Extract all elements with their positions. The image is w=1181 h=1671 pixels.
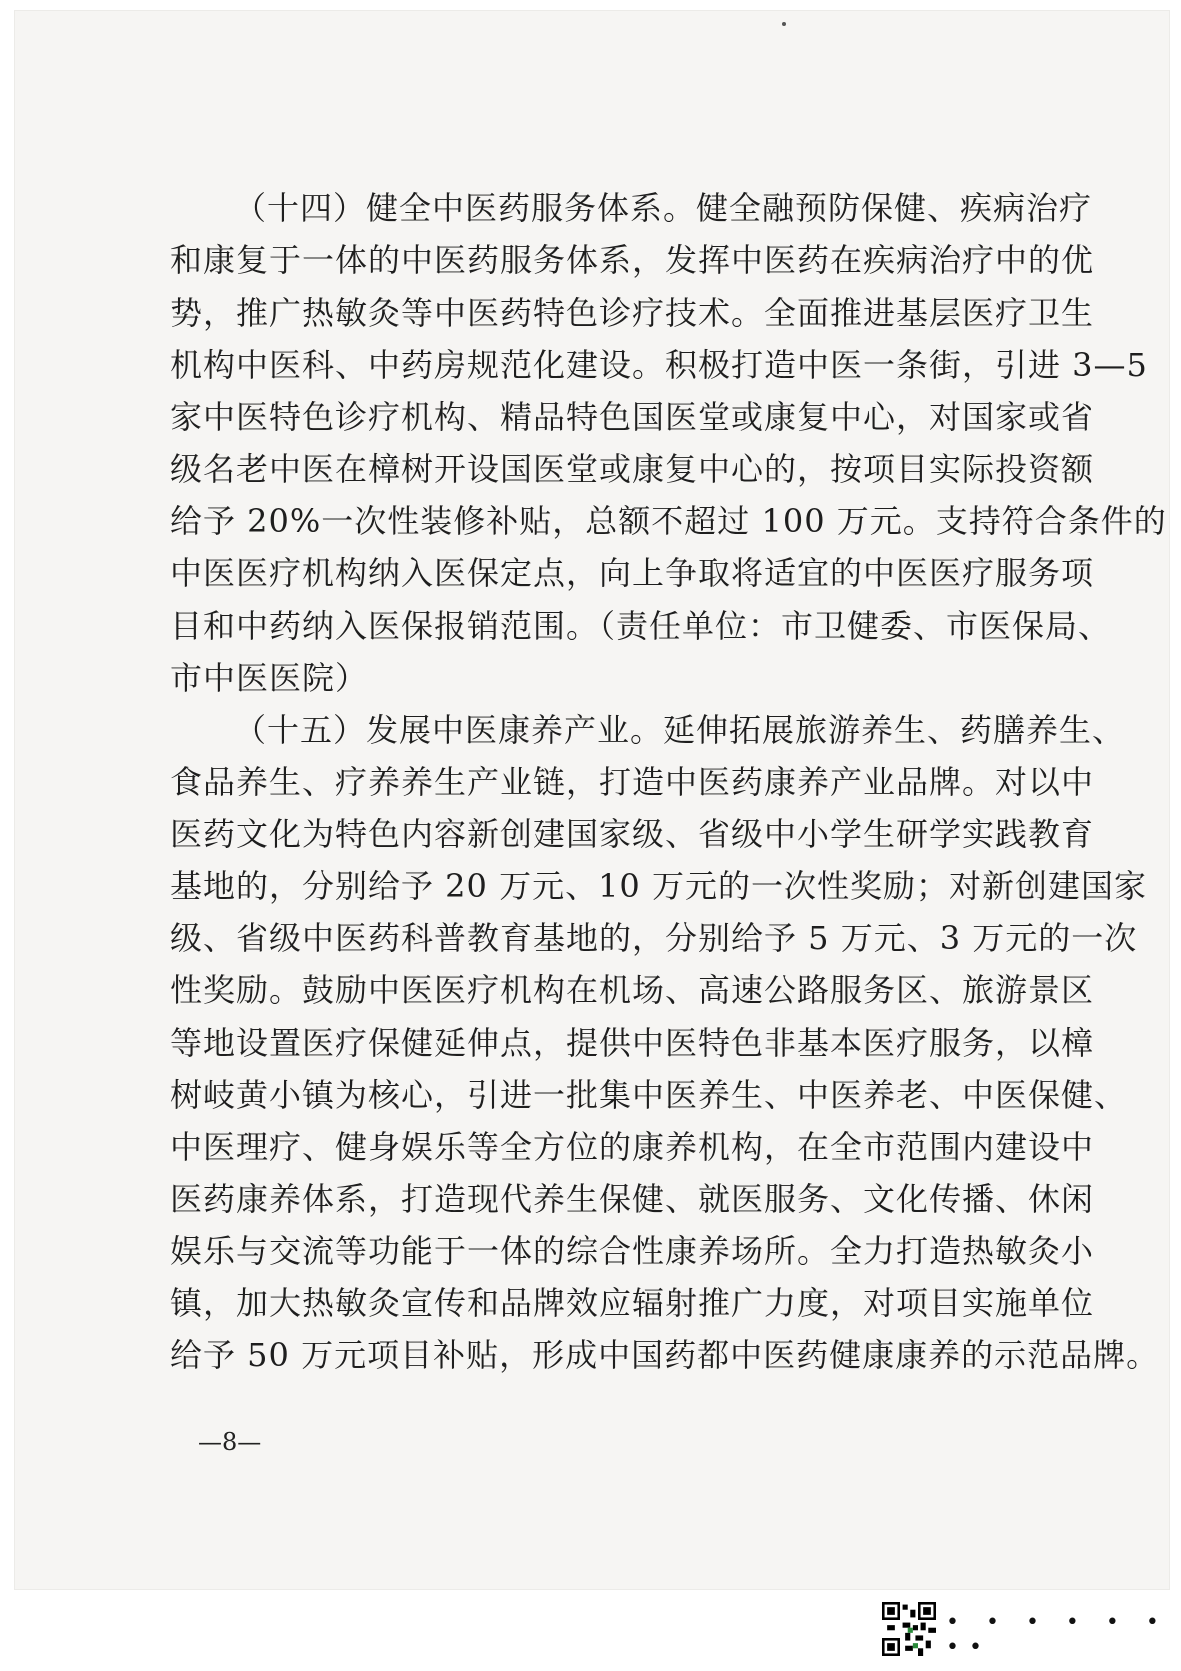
text-line: 级、省级中医药科普教育基地的，分别给予 5 万元、3 万元的一次 bbox=[170, 919, 1138, 957]
qr-code-icon bbox=[882, 1602, 936, 1656]
text-line: 树岐黄小镇为核心，引进一批集中医养生、中医养老、中医保健、 bbox=[170, 1076, 1128, 1114]
text-line: 性奖励。鼓励中医医疗机构在机场、高速公路服务区、旅游景区 bbox=[170, 971, 1095, 1009]
text-line: 镇，加大热敏灸宣传和品牌效应辐射推广力度，对项目实施单位 bbox=[170, 1284, 1095, 1322]
scan-speck bbox=[782, 22, 786, 26]
text-line: 等地设置医疗保健延伸点，提供中医特色非基本医疗服务，以樟 bbox=[170, 1024, 1095, 1062]
text-line: 中医医疗机构纳入医保定点，向上争取将适宜的中医医疗服务项 bbox=[170, 554, 1095, 592]
text-line: 给予 50 万元项目补贴，形成中国药都中医药健康康养的示范品牌。 bbox=[170, 1336, 1160, 1374]
text-line: 医药文化为特色内容新创建国家级、省级中小学生研学实践教育 bbox=[170, 815, 1095, 853]
page-number: —8— bbox=[198, 1428, 262, 1456]
text-line: （十五）发展中医康养产业。延伸拓展旅游养生、药膳养生、 bbox=[234, 711, 1126, 749]
text-line: 食品养生、疗养养生产业链，打造中医药康养产业品牌。对以中 bbox=[170, 763, 1095, 801]
footer-dots: • • • • • • •• bbox=[946, 1610, 1169, 1660]
text-line: 势，推广热敏灸等中医药特色诊疗技术。全面推进基层医疗卫生 bbox=[170, 294, 1095, 332]
text-line: 娱乐与交流等功能于一体的综合性康养场所。全力打造热敏灸小 bbox=[170, 1232, 1095, 1270]
text-line: 市中医医院） bbox=[170, 659, 369, 697]
text-line: 级名老中医在樟树开设国医堂或康复中心的，按项目实际投资额 bbox=[170, 450, 1095, 488]
text-line: 给予 20%一次性装修补贴，总额不超过 100 万元。支持符合条件的 bbox=[170, 502, 1167, 540]
text-line: 中医理疗、健身娱乐等全方位的康养机构，在全市范围内建设中 bbox=[170, 1128, 1095, 1166]
text-line: 目和中药纳入医保报销范围。（责任单位：市卫健委、市医保局、 bbox=[170, 607, 1112, 645]
text-line: （十四）健全中医药服务体系。健全融预防保健、疾病治疗 bbox=[234, 189, 1093, 227]
text-line: 家中医特色诊疗机构、精品特色国医堂或康复中心，对国家或省 bbox=[170, 398, 1095, 436]
text-line: 基地的，分别给予 20 万元、10 万元的一次性奖励；对新创建国家 bbox=[170, 867, 1147, 905]
text-line: 机构中医科、中药房规范化建设。积极打造中医一条街，引进 3—5 bbox=[170, 346, 1148, 384]
text-line: 和康复于一体的中医药服务体系，发挥中医药在疾病治疗中的优 bbox=[170, 241, 1095, 279]
text-line: 医药康养体系，打造现代养生保健、就医服务、文化传播、休闲 bbox=[170, 1180, 1095, 1218]
